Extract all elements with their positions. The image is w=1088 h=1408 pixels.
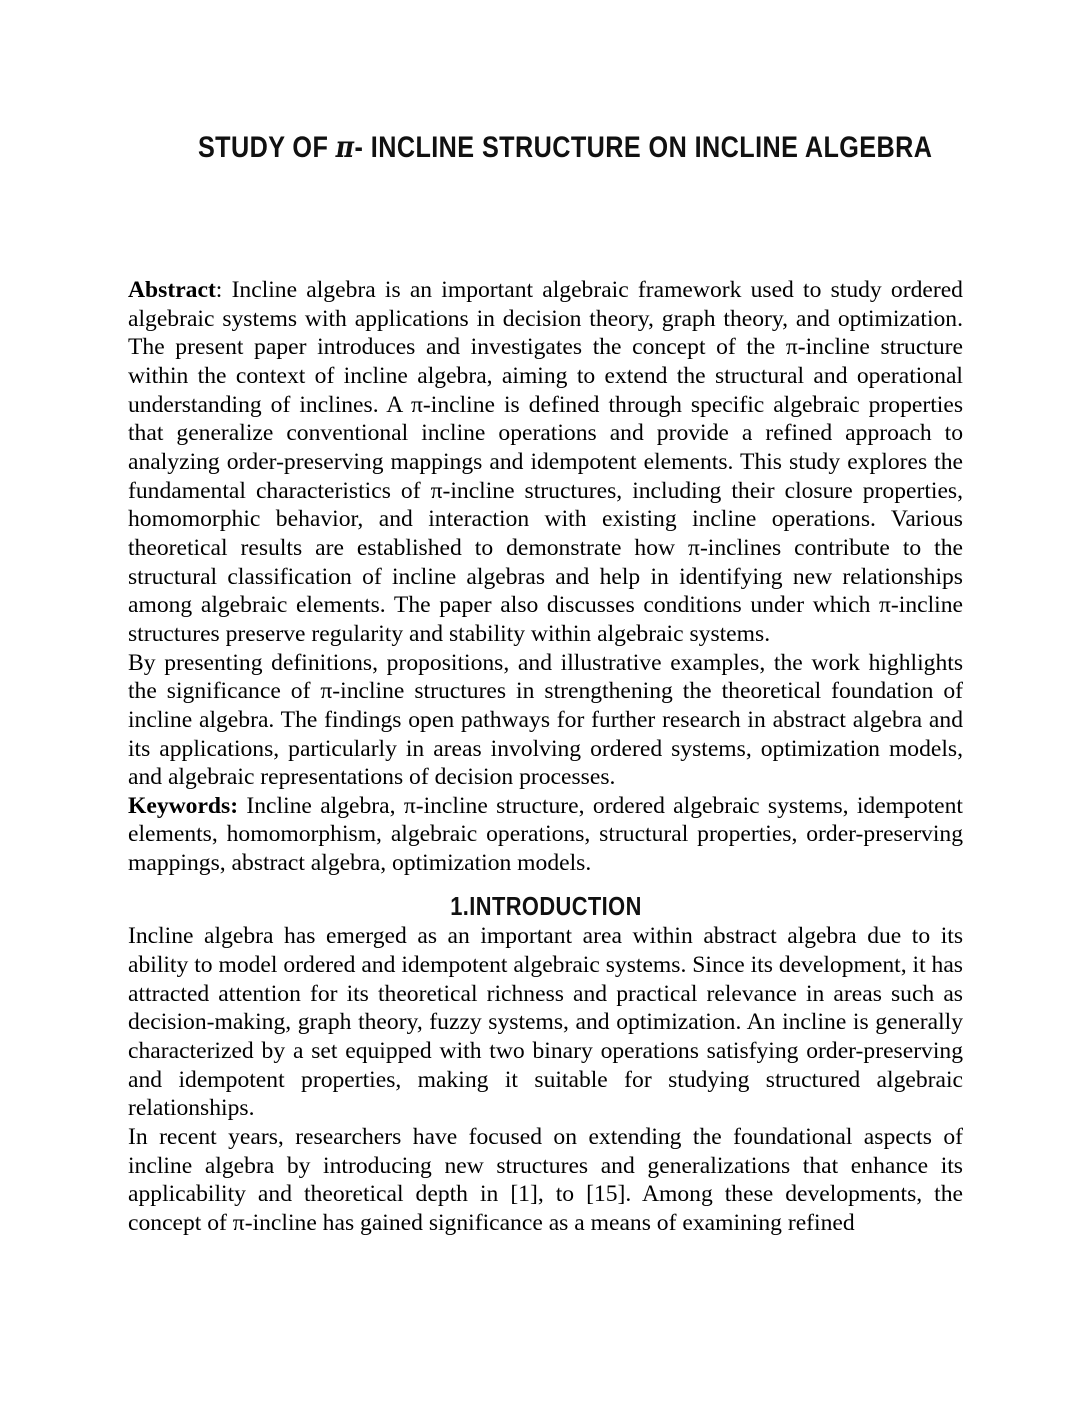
introduction-paragraph-1: Incline algebra has emerged as an important area within abstract algebra due to its ability to model ordered and idempotent algebraic systems. Since its development, it has attracted attention for its theoretical richness and practical relevance in areas such as decision-making, graph theory, fuzzy systems, and optimization. An incline is generally characterized by a set equipped with two binary operations satisfying order-preserving and idempotent properties, making it suitable for studying structured algebraic relationships.: [128, 923, 963, 1122]
keywords-label: Keywords:: [128, 792, 239, 819]
summary-paragraph: By presenting definitions, propositions, and illustrative examples, the work highlights the significance of π-incline structures in strengthening the theoretical foundation of incline algebra. The findings open pathways for further research in abstract algebra and its applications, particularly in areas involving ordered systems, optimization models, and algebraic representations of decision processes.: [128, 649, 963, 791]
section-heading-text: 1.INTRODUCTION: [449, 890, 642, 921]
paper-title-text: [198, 130, 932, 166]
paper-title-part-2: - INCLINE STRUCTURE ON INCLINE ALGEBRA: [354, 131, 933, 164]
abstract-label: Abstract: [128, 277, 216, 303]
pi-symbol: π: [335, 130, 355, 165]
keywords-paragraph: [128, 792, 963, 878]
paper-title: [128, 0, 963, 166]
abstract-paragraph: [128, 276, 963, 649]
keywords-text: Incline algebra, π-incline structure, ordered algebraic systems, idempotent elements, homomorphism, algebraic operations, structural properties, order-preserving mappings, abstract algebra, optimization models.: [128, 792, 963, 877]
abstract-text: Incline algebra is an important algebraic framework used to study ordered algebraic systems with applications in decision theory, graph theory, and optimization. The present paper introduces and investigates the concept of the π-incline structure within the context of incline algebra, aiming to extend the structural and operational understanding of inclines. A π-incline is defined through specific algebraic properties that generalize conventional incline operations and provide a refined approach to analyzing order-preserving mappings and idempotent elements. This study explores the fundamental characteristics of π-incline structures, including their closure properties, homomorphic behavior, and interaction with existing incline operations. Various theoretical results are established to demonstrate how π-inclines contribute to the structural classification of incline algebras and help in identifying new relationships among algebraic elements. The paper also discusses conditions under which π-incline structures preserve regularity and stability within algebraic systems.: [128, 277, 963, 647]
paper-body: [128, 276, 963, 1238]
paper-title-part-1: STUDY OF: [197, 131, 336, 164]
abstract-colon: :: [215, 277, 232, 303]
introduction-paragraph-2: In recent years, researchers have focused on extending the foundational aspects of incline algebra by introducing new structures and generalizations that enhance its applicability and theoretical depth in [1], to [15]. Among these developments, the concept of π-incline has gained significance as a means of examining refined: [128, 1124, 963, 1236]
section-heading-introduction: [128, 892, 963, 921]
